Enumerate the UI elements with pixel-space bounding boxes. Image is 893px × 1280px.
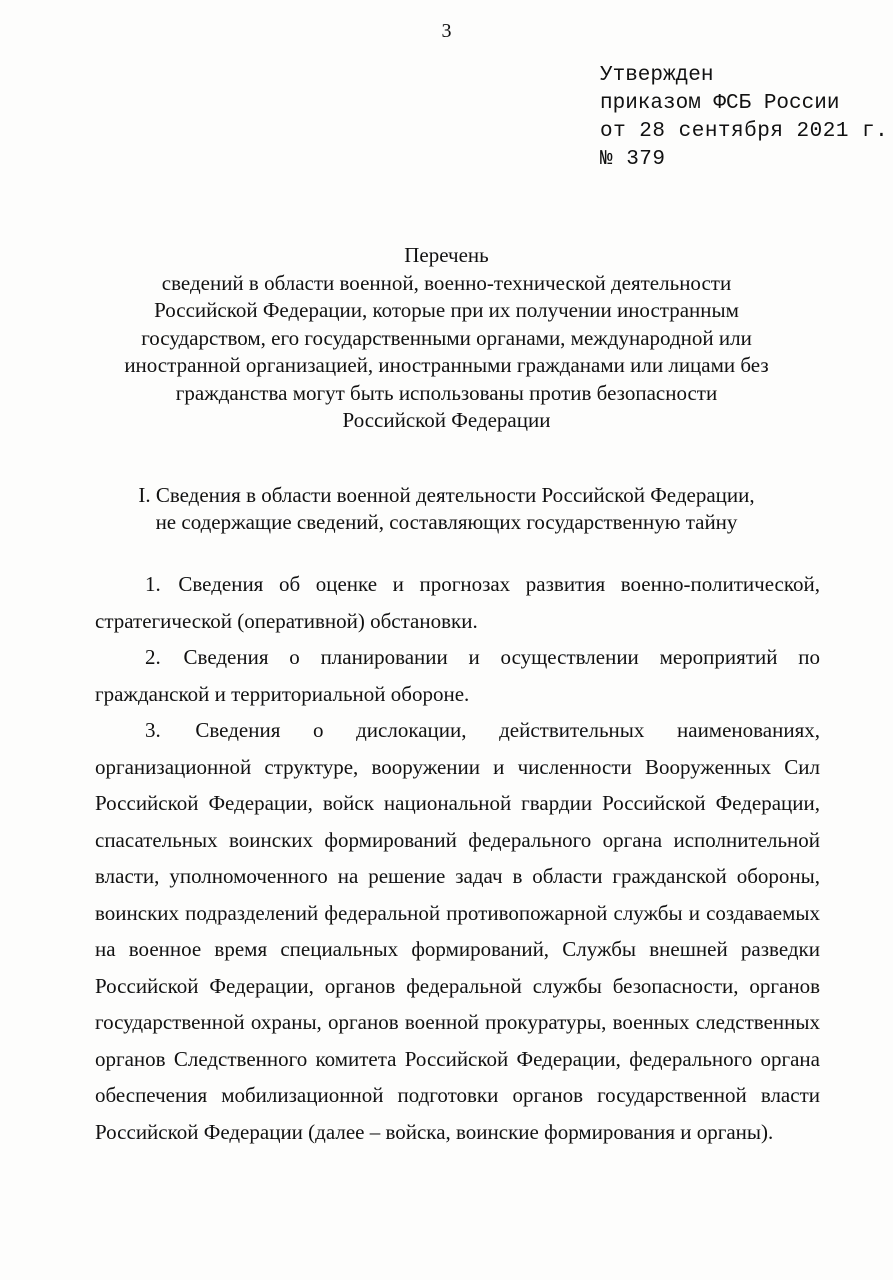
section-heading-line-1: I. Сведения в области военной деятельности Российской Федерации, xyxy=(138,483,755,507)
title-line-4: государством, его государственными органами, международной или xyxy=(141,325,752,350)
list-item xyxy=(95,712,820,1150)
title-line-5: иностранной организацией, иностранными гражданами или лицами без xyxy=(124,353,769,377)
approval-line-number: № 379 xyxy=(600,148,666,171)
title-line-7: Российской Федерации xyxy=(342,408,551,432)
list-item-number: 2. xyxy=(145,645,161,669)
list-item xyxy=(95,566,820,639)
document-body xyxy=(95,566,820,1150)
title-line-3: Российской Федерации, которые при их получении иностранным xyxy=(154,298,739,322)
document-title xyxy=(60,242,833,435)
list-item-text: Сведения о планировании и осуществлении мероприятий по гражданской и территориальной обороне. xyxy=(95,645,820,706)
approval-line-approved: Утвержден xyxy=(600,64,714,87)
approval-stamp xyxy=(600,62,888,174)
title-line-1: Перечень xyxy=(404,243,489,267)
approval-line-date: от 28 сентября 2021 г. xyxy=(600,120,889,143)
list-item-text: Сведения о дислокации, действительных наименованиях, организационной структуре, вооружении и численности Вооруженных Сил Российской Федерации, войск национальной гвардии Российской Федерации, спасательных воинских формирований федерального органа исполнительной власти, уполномоченного на решение задач в области гражданской обороны, воинских подразделений федеральной противопожарной службы и создаваемых на военное время специальных формирований, Службы внешней разведки Российской Федерации, органов федеральной службы безопасности, органов государственной охраны, органов военной прокуратуры, военных следственных органов Следственного комитета Российской Федерации, федерального органа обеспечения мобилизационной подготовки органов государственной власти Российской Федерации (далее – войска, воинские формирования и органы). xyxy=(95,718,821,1144)
list-item-text: Сведения об оценке и прогнозах развития военно-политической, стратегической (оперативной) обстановки. xyxy=(95,572,820,633)
section-heading-line-2: не содержащие сведений, составляющих государственную тайну xyxy=(155,510,738,534)
title-line-6: гражданства могут быть использованы против безопасности xyxy=(175,380,718,405)
list-item xyxy=(95,639,820,712)
approval-line-order: приказом ФСБ России xyxy=(600,92,840,115)
list-item-number: 3. xyxy=(145,718,161,742)
section-heading xyxy=(60,482,833,536)
page-number: 3 xyxy=(441,20,452,42)
list-item-number: 1. xyxy=(145,572,161,596)
title-line-2: сведений в области военной, военно-технической деятельности xyxy=(161,270,732,295)
